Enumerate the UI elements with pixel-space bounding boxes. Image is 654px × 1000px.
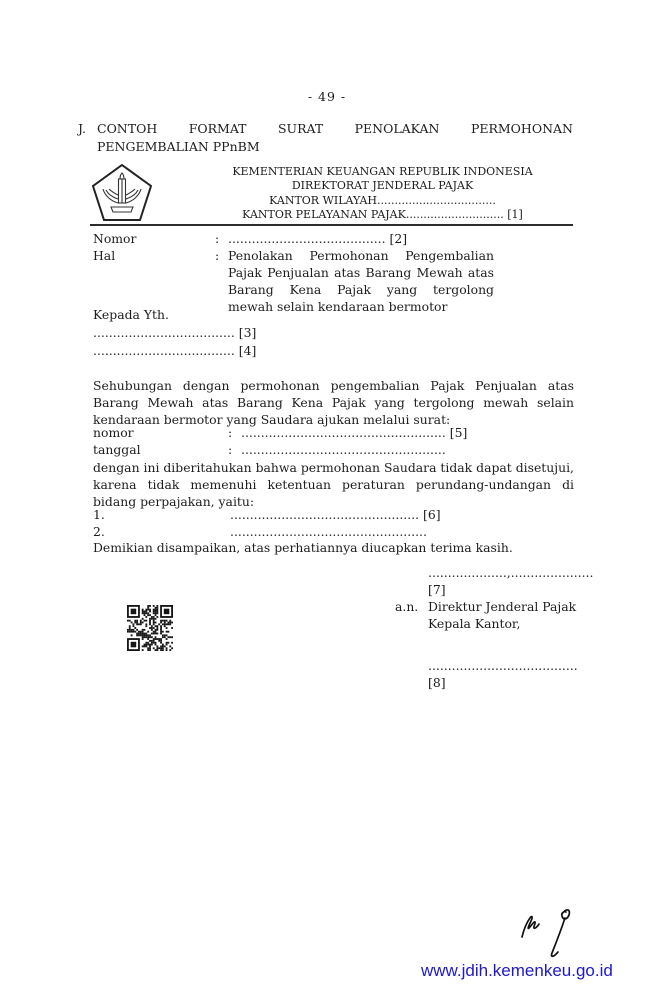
heading-word: SURAT	[277, 121, 324, 136]
page-number: - 49 -	[307, 89, 347, 104]
hal-row	[93, 247, 575, 315]
an-label: a.n.	[395, 599, 419, 614]
body-paragraph-2: dengan ini diberitahukan bahwa permohonan Saudara tidak dapat disetujui, karena tidak memenuhi ketentuan peraturan perundang-undangan di bidang perpajakan, yaitu:	[93, 460, 574, 509]
surat-tanggal-value: ....................................................	[241, 442, 446, 457]
signatory-title-1: Direktur Jenderal Pajak	[428, 599, 577, 614]
signatory-name-line: ......................................[8]	[428, 658, 578, 690]
surat-nomor-label: nomor	[93, 425, 134, 440]
signatory	[395, 598, 595, 632]
surat-nomor-value: .................................................... [5]	[241, 425, 468, 440]
colon: :	[228, 442, 233, 457]
colon: :	[215, 248, 220, 263]
footer-url[interactable]: www.jdih.kemenkeu.go.id	[421, 961, 613, 980]
recipient-line-3: .................................... [3]	[93, 325, 257, 340]
reason-item-value: ..................................................	[230, 524, 427, 539]
closing-line: Demikian disampaikan, atas perhatiannya diucapkan terima kasih.	[93, 540, 513, 555]
recipient-line-4: .................................... [4]	[93, 343, 257, 358]
surat-tanggal-label: tanggal	[93, 442, 141, 457]
heading-line1	[97, 121, 573, 136]
surat-nomor-row	[93, 424, 575, 441]
letter-meta	[93, 230, 575, 315]
reason-item-2	[93, 523, 575, 540]
heading-line2: PENGEMBALIAN PPnBM	[97, 138, 260, 154]
letterhead-divider	[90, 224, 573, 226]
surat-tanggal-row	[93, 441, 575, 458]
reason-item-number: 1.	[93, 507, 105, 522]
signature-block	[395, 564, 595, 691]
nomor-value: ........................................ [2]	[228, 231, 408, 246]
section-heading	[78, 121, 573, 154]
heading-word: PERMOHONAN	[470, 121, 573, 136]
letterhead-line-kanwil: KANTOR WILAYAH..................................	[269, 193, 496, 207]
hal-label: Hal	[93, 248, 116, 263]
place-date-line: ....................,.....................[7]	[428, 565, 594, 597]
handwritten-initials-icon	[514, 905, 580, 967]
surat-reference-rows	[93, 424, 575, 458]
recipient-block	[93, 306, 256, 360]
colon: :	[228, 425, 233, 440]
letterhead-line-ministry: KEMENTERIAN KEUANGAN REPUBLIK INDONESIA	[232, 165, 533, 178]
qr-code	[127, 605, 173, 655]
body-paragraph-1: Sehubungan dengan permohonan pengembalian Pajak Penjualan atas Barang Mewah atas Barang Kena Pajak yang tergolong mewah selain kendaraan bermotor yang Saudara ajukan melalui surat:	[93, 378, 574, 427]
letterhead-line-kpp: KANTOR PELAYANAN PAJAK............................ [1]	[242, 208, 523, 222]
heading-word: PENOLAKAN	[354, 121, 440, 136]
reason-list	[93, 506, 575, 540]
reason-item-value: ................................................ [6]	[230, 507, 441, 522]
reason-item-1	[93, 506, 575, 523]
nomor-label: Nomor	[93, 231, 137, 246]
section-letter: J.	[78, 121, 87, 136]
hal-value: Penolakan Permohonan Pengembalian Pajak Penjualan atas Barang Mewah atas Barang Kena Pajak yang tergolong mewah selain kendaraan bermotor	[228, 248, 494, 314]
colon: :	[215, 231, 220, 246]
heading-word: FORMAT	[188, 121, 247, 136]
kepada-label: Kepada Yth.	[93, 307, 169, 322]
kemenkeu-pentagon-logo-icon	[91, 163, 153, 227]
nomor-row	[93, 230, 575, 247]
heading-word: CONTOH	[97, 121, 158, 136]
letterhead-line-directorate: DIREKTORAT JENDERAL PAJAK	[291, 179, 474, 193]
signatory-title-2: Kepala Kantor,	[428, 616, 521, 631]
letterhead	[190, 165, 575, 223]
reason-item-number: 2.	[93, 524, 105, 539]
